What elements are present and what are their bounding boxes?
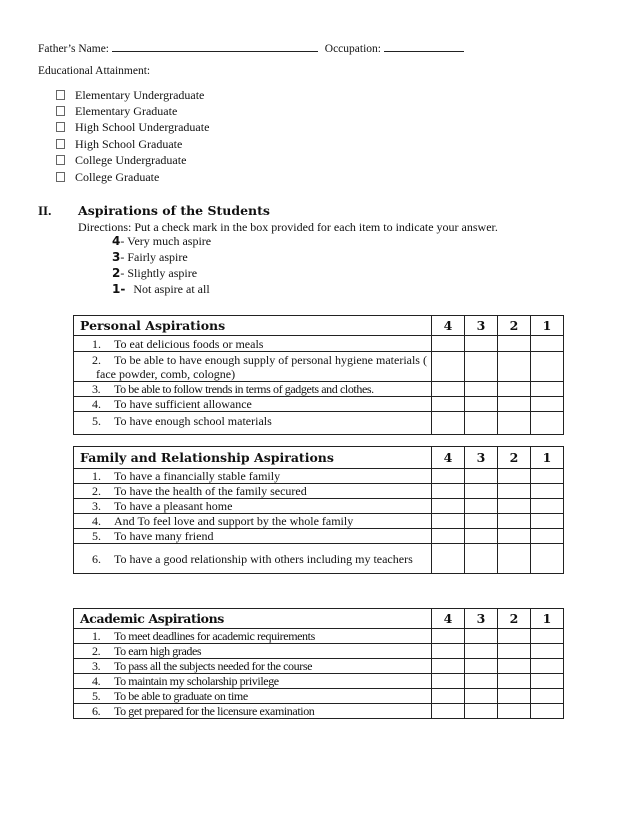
item-text: 6. To get prepared for the licensure examination <box>74 704 432 719</box>
rating-cell[interactable] <box>432 412 465 435</box>
rating-cell[interactable] <box>498 382 531 397</box>
table-header-row <box>74 316 564 336</box>
item-text: 1. To have a financially stable family <box>74 469 432 484</box>
scale-item <box>112 249 188 265</box>
rating-cell[interactable] <box>465 484 498 499</box>
rating-column-header: 2 <box>498 447 531 469</box>
item-text: 2. To be able to have enough supply of personal hygiene materials ( face powder, comb, cologne) <box>74 352 432 382</box>
rating-column-header: 2 <box>498 609 531 629</box>
rating-cell[interactable] <box>531 674 564 689</box>
item-text: 3. To pass all the subjects needed for the course <box>74 659 432 674</box>
scale-number: 3 <box>112 250 121 264</box>
education-option-label: Elementary Undergraduate <box>75 88 205 102</box>
rating-cell[interactable] <box>432 529 465 544</box>
item-text: 2. To earn high grades <box>74 644 432 659</box>
rating-cell[interactable] <box>432 704 465 719</box>
rating-cell[interactable] <box>531 499 564 514</box>
scale-item <box>112 233 211 249</box>
item-text: 4. And To feel love and support by the whole family <box>74 514 432 529</box>
education-option[interactable] <box>56 169 159 185</box>
occupation-blank[interactable] <box>384 41 464 52</box>
rating-cell[interactable] <box>432 484 465 499</box>
scale-item <box>112 281 210 297</box>
rating-cell[interactable] <box>498 397 531 412</box>
rating-cell[interactable] <box>432 544 465 574</box>
rating-cell[interactable] <box>498 644 531 659</box>
table-row <box>74 499 564 514</box>
table-header-row <box>74 447 564 469</box>
rating-cell[interactable] <box>465 689 498 704</box>
rating-cell[interactable] <box>498 484 531 499</box>
rating-column-header: 4 <box>432 447 465 469</box>
rating-cell[interactable] <box>432 336 465 352</box>
rating-cell[interactable] <box>432 382 465 397</box>
table-row <box>74 544 564 574</box>
rating-cell[interactable] <box>432 629 465 644</box>
table-row <box>74 704 564 719</box>
rating-cell[interactable] <box>531 629 564 644</box>
rating-cell[interactable] <box>531 644 564 659</box>
item-text: 5. To have many friend <box>74 529 432 544</box>
rating-cell[interactable] <box>432 397 465 412</box>
table-row <box>74 484 564 499</box>
item-text: 1. To eat delicious foods or meals <box>74 336 432 352</box>
educational-attainment-label: Educational Attainment: <box>38 65 151 77</box>
rating-column-header: 1 <box>531 447 564 469</box>
scale-label: - Very much aspire <box>120 234 212 248</box>
education-option[interactable] <box>56 136 182 152</box>
item-text: 2. To have the health of the family secured <box>74 484 432 499</box>
rating-cell[interactable] <box>432 469 465 484</box>
rating-column-header: 2 <box>498 316 531 336</box>
rating-cell[interactable] <box>465 529 498 544</box>
directions-text: Directions: Put a check mark in the box provided for each item to indicate your answer. <box>78 220 498 234</box>
rating-cell[interactable] <box>465 644 498 659</box>
checkbox-icon[interactable] <box>56 172 65 182</box>
rating-cell[interactable] <box>498 352 531 382</box>
education-option-label: High School Undergraduate <box>75 120 210 134</box>
rating-cell[interactable] <box>498 529 531 544</box>
education-option-label: College Graduate <box>75 170 160 184</box>
rating-cell[interactable] <box>465 469 498 484</box>
education-option-label: Elementary Graduate <box>75 104 178 118</box>
item-text: 4. To maintain my scholarship privilege <box>74 674 432 689</box>
table-title: Academic Aspirations <box>74 609 432 629</box>
checkbox-icon[interactable] <box>56 139 65 149</box>
table-header-row <box>74 609 564 629</box>
rating-column-header: 1 <box>531 316 564 336</box>
rating-cell[interactable] <box>498 674 531 689</box>
item-text: 5. To be able to graduate on time <box>74 689 432 704</box>
table-row <box>74 644 564 659</box>
rating-cell[interactable] <box>465 336 498 352</box>
education-option[interactable] <box>56 152 186 168</box>
rating-cell[interactable] <box>465 397 498 412</box>
rating-cell[interactable] <box>498 704 531 719</box>
rating-cell[interactable] <box>531 484 564 499</box>
rating-cell[interactable] <box>432 674 465 689</box>
checkbox-icon[interactable] <box>56 155 65 165</box>
item-text: 5. To have enough school materials <box>74 412 432 435</box>
checkbox-icon[interactable] <box>56 90 65 100</box>
table-row <box>74 514 564 529</box>
rating-column-header: 3 <box>465 316 498 336</box>
section-title: Aspirations of the Students <box>78 203 270 218</box>
academic-aspirations-table <box>73 608 564 719</box>
table-row <box>74 469 564 484</box>
rating-cell[interactable] <box>498 544 531 574</box>
scale-number: 2 <box>112 266 121 280</box>
table-row <box>74 382 564 397</box>
rating-cell[interactable] <box>531 689 564 704</box>
scale-label: - Fairly aspire <box>120 250 188 264</box>
item-text: 4. To have sufficient allowance <box>74 397 432 412</box>
rating-cell[interactable] <box>498 412 531 435</box>
rating-cell[interactable] <box>531 544 564 574</box>
rating-column-header: 3 <box>465 609 498 629</box>
item-text: 1. To meet deadlines for academic requirements <box>74 629 432 644</box>
education-option-label: College Undergraduate <box>75 153 187 167</box>
education-option-label: High School Graduate <box>75 137 183 151</box>
rating-cell[interactable] <box>432 499 465 514</box>
table-row <box>74 674 564 689</box>
table-row <box>74 336 564 352</box>
rating-cell[interactable] <box>465 544 498 574</box>
rating-cell[interactable] <box>498 336 531 352</box>
father-name-label: Father’s Name: <box>38 43 110 55</box>
rating-cell[interactable] <box>531 529 564 544</box>
table-row <box>74 689 564 704</box>
table-row <box>74 529 564 544</box>
rating-cell[interactable] <box>498 629 531 644</box>
rating-cell[interactable] <box>531 397 564 412</box>
education-option[interactable] <box>56 87 204 103</box>
rating-cell[interactable] <box>465 704 498 719</box>
rating-cell[interactable] <box>531 659 564 674</box>
rating-cell[interactable] <box>531 704 564 719</box>
item-text: 6. To have a good relationship with others including my teachers <box>74 544 432 574</box>
rating-cell[interactable] <box>465 499 498 514</box>
rating-cell[interactable] <box>465 352 498 382</box>
family-relationship-aspirations-table <box>73 446 564 574</box>
education-option[interactable] <box>56 103 177 119</box>
rating-cell[interactable] <box>432 514 465 529</box>
rating-cell[interactable] <box>498 514 531 529</box>
rating-cell[interactable] <box>432 352 465 382</box>
education-option[interactable] <box>56 119 209 135</box>
table-title: Family and Relationship Aspirations <box>74 447 432 469</box>
rating-cell[interactable] <box>498 499 531 514</box>
item-text: 3. To be able to follow trends in terms of gadgets and clothes. <box>74 382 432 397</box>
rating-cell[interactable] <box>432 644 465 659</box>
occupation-label: Occupation: <box>324 43 381 55</box>
table-row <box>74 659 564 674</box>
table-row <box>74 352 564 382</box>
scale-label: Not aspire at all <box>133 282 210 296</box>
rating-column-header: 4 <box>432 316 465 336</box>
item-text: 3. To have a pleasant home <box>74 499 432 514</box>
checkbox-icon[interactable] <box>56 106 65 116</box>
table-title: Personal Aspirations <box>74 316 432 336</box>
rating-cell[interactable] <box>531 412 564 435</box>
rating-cell[interactable] <box>531 514 564 529</box>
scale-number: 4 <box>112 234 121 248</box>
scale-label: - Slightly aspire <box>120 266 198 280</box>
rating-cell[interactable] <box>465 412 498 435</box>
checkbox-icon[interactable] <box>56 122 65 132</box>
rating-cell[interactable] <box>531 336 564 352</box>
rating-cell[interactable] <box>531 469 564 484</box>
rating-cell[interactable] <box>531 352 564 382</box>
rating-column-header: 3 <box>465 447 498 469</box>
table-row <box>74 412 564 435</box>
rating-cell[interactable] <box>498 659 531 674</box>
father-occupation-line <box>38 41 464 55</box>
rating-cell[interactable] <box>465 514 498 529</box>
table-row <box>74 629 564 644</box>
rating-column-header: 1 <box>531 609 564 629</box>
table-row <box>74 397 564 412</box>
scale-item <box>112 265 197 281</box>
section-number: II. <box>38 203 52 218</box>
father-name-blank[interactable] <box>112 41 318 52</box>
rating-cell[interactable] <box>498 689 531 704</box>
rating-column-header: 4 <box>432 609 465 629</box>
rating-cell[interactable] <box>465 382 498 397</box>
rating-cell[interactable] <box>465 674 498 689</box>
personal-aspirations-table <box>73 315 564 435</box>
rating-cell[interactable] <box>465 659 498 674</box>
rating-cell[interactable] <box>498 469 531 484</box>
rating-cell[interactable] <box>531 382 564 397</box>
scale-number: 1- <box>112 282 126 296</box>
rating-cell[interactable] <box>432 689 465 704</box>
rating-cell[interactable] <box>432 659 465 674</box>
rating-cell[interactable] <box>465 629 498 644</box>
